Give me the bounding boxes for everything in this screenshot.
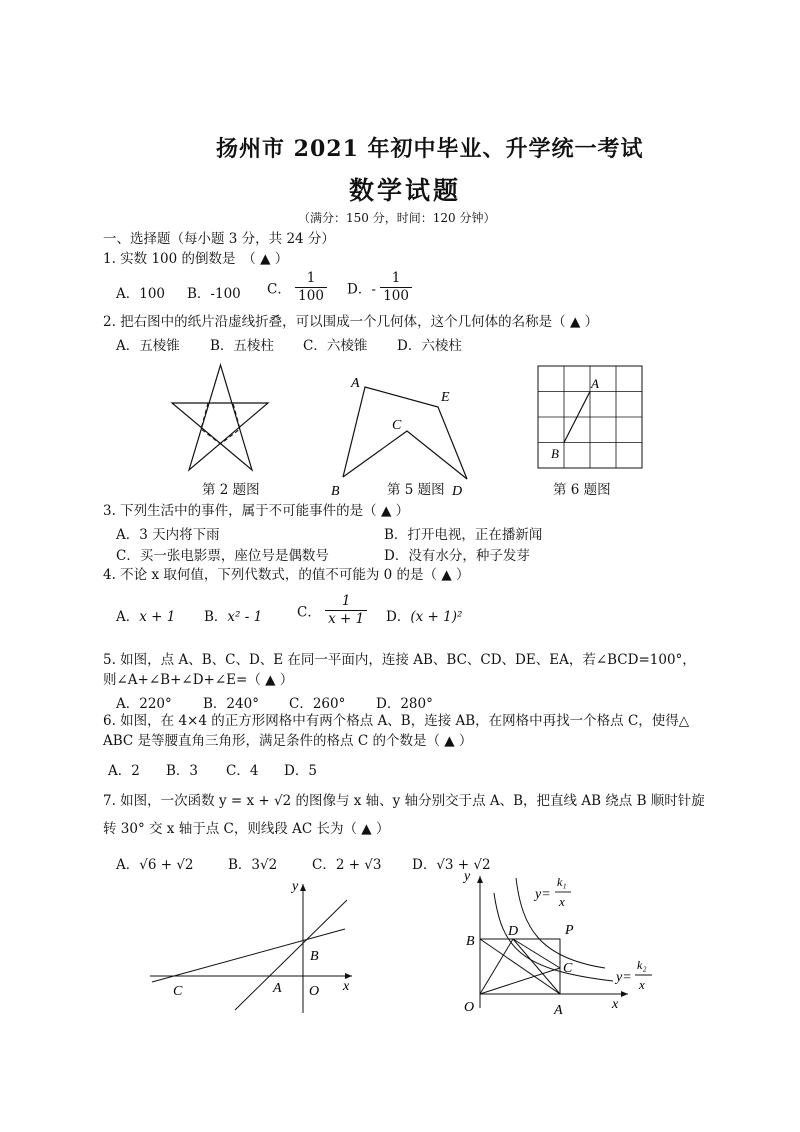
q5-line2: 则∠A+∠B+∠D+∠E=（ ▲ ） — [103, 672, 294, 688]
q5-option-c: C．260° — [289, 696, 346, 712]
f5-label-d: D — [452, 484, 463, 499]
q2-option-b: B．五棱柱 — [210, 338, 274, 354]
f8-label-x: x — [612, 997, 619, 1012]
q1-stem: 1. 实数 100 的倒数是 （ ▲ ） — [103, 251, 289, 267]
figure-8-hyperbola — [450, 868, 660, 1020]
f8-label-p: P — [565, 923, 574, 938]
q7-option-d: D．√3 + √2 — [412, 857, 491, 873]
q4-option-b — [204, 605, 262, 625]
q3-option-b: B．打开电视，正在播新闻 — [384, 527, 543, 543]
f6-label-b: B — [551, 446, 559, 461]
q6-option-b: B．3 — [166, 763, 199, 779]
q4-d-label: D． — [386, 609, 411, 625]
q5-option-d: D．280° — [376, 696, 433, 712]
q4-option-a — [116, 605, 175, 625]
q1-option-b: B．-100 — [187, 286, 241, 302]
f8-k1-lhs: y= — [535, 887, 551, 902]
f8-k1-num: k₁ — [557, 875, 567, 889]
q1-d-num: 1 — [380, 270, 412, 288]
q4-a-expr: x + 1 — [139, 609, 176, 625]
q1-option-d — [347, 270, 412, 305]
q1-c-den: 100 — [298, 288, 324, 304]
q4-option-d — [386, 605, 462, 625]
f8-k2-num: k₂ — [637, 958, 647, 972]
f5-label-e: E — [441, 390, 450, 405]
q4-d-expr: (x + 1)² — [410, 609, 463, 625]
f8-label-y: y — [464, 869, 471, 884]
f7-label-a: A — [273, 981, 282, 996]
q1-option-c — [267, 270, 327, 305]
figure-5-caption: 第 5 题图 — [387, 482, 445, 498]
q2-option-c: C．六棱锥 — [303, 338, 368, 354]
q5-option-a: A．220° — [116, 696, 172, 712]
q4-b-label: B． — [204, 609, 228, 625]
f5-label-c: C — [392, 418, 402, 433]
f7-label-y: y — [292, 879, 299, 894]
q1-option-a: A．100 — [116, 286, 166, 302]
q4-option-c — [297, 593, 367, 628]
q6-line2: ABC 是等腰直角三角形，满足条件的格点 C 的个数是（ ▲ ） — [103, 733, 473, 749]
figure-6-grid — [530, 362, 650, 472]
q2-stem: 2. 把右图中的纸片沿虚线折叠，可以围成一个几何体，这个几何体的名称是（ ▲ ） — [103, 314, 599, 330]
f8-label-c: C — [563, 961, 573, 976]
f7-label-b: B — [310, 949, 319, 964]
q5-line1: 5. 如图，点 A、B、C、D、E 在同一平面内，连接 AB、BC、CD、DE、EA，若∠BCD=100°， — [103, 652, 696, 668]
q4-stem: 4. 不论 x 取何值，下列代数式，的值不可能为 0 的是（ ▲ ） — [103, 567, 470, 583]
q7-option-a: A．√6 + √2 — [116, 857, 194, 873]
q5-option-b: B．240° — [203, 696, 259, 712]
q3-stem: 3. 下列生活中的事件，属于不可能事件的是（ ▲ ） — [103, 503, 410, 519]
q6-line1: 6. 如图，在 4×4 的正方形网格中有两个格点 A、B，连接 AB，在网格中再找一个格点 C，使得△ — [103, 713, 690, 729]
q4-a-label: A． — [116, 609, 140, 625]
q7-line1: 7. 如图，一次函数 y = x + √2 的图像与 x 轴、y 轴分别交于点 A、B，把直线 AB 绕点 B 顺时针旋 — [103, 793, 705, 809]
q3-option-d: D．没有水分，种子发芽 — [384, 548, 530, 564]
section-heading: 一、选择题（每小题 3 分，共 24 分） — [103, 231, 335, 247]
q7-option-c: C．2 + √3 — [312, 857, 382, 873]
f8-label-o: O — [464, 1000, 475, 1015]
exam-info: （满分：150 分，时间：120 分钟） — [298, 211, 496, 225]
q1-c-num: 1 — [295, 270, 327, 288]
q4-c-label: C． — [297, 604, 321, 621]
f8-label-a: A — [554, 1003, 563, 1018]
f8-k2-den: x — [639, 977, 645, 992]
f7-label-o: O — [309, 984, 320, 999]
figure-2-caption: 第 2 题图 — [202, 482, 260, 498]
q3-option-a: A．3 天内将下雨 — [116, 527, 220, 543]
q6-option-c: C．4 — [226, 763, 259, 779]
q3-option-c: C．买一张电影票，座位号是偶数号 — [116, 548, 329, 564]
q1-d-den: 100 — [383, 288, 409, 304]
q6-option-a: A．2 — [108, 763, 140, 779]
f7-label-x: x — [343, 979, 350, 994]
f8-label-d: D — [508, 924, 519, 939]
f5-label-b: B — [331, 484, 340, 499]
figure-2-star — [160, 355, 320, 480]
f7-label-c: C — [173, 984, 183, 999]
q4-c-den: x + 1 — [328, 611, 365, 627]
figure-7-line-graph — [140, 878, 360, 1018]
f6-label-a: A — [591, 376, 599, 391]
q6-option-d: D．5 — [284, 763, 317, 779]
q4-c-num: 1 — [325, 593, 367, 611]
q1-c-label: C． — [267, 281, 291, 298]
figure-6-caption: 第 6 题图 — [553, 482, 611, 498]
f5-label-a: A — [351, 376, 360, 391]
figure-5-pentagon — [325, 365, 475, 500]
q4-b-expr: x² - 1 — [227, 609, 263, 625]
q2-option-d: D．六棱柱 — [397, 338, 462, 354]
q1-d-label: D．- — [347, 281, 376, 298]
q2-option-a: A．五棱锥 — [116, 338, 180, 354]
subject-title: 数学试题 — [349, 176, 462, 205]
exam-title: 扬州市 2021 年初中毕业、升学统一考试 — [216, 136, 644, 162]
f8-label-b: B — [466, 934, 475, 949]
q7-line2: 转 30° 交 x 轴于点 C，则线段 AC 长为（ ▲ ） — [103, 821, 390, 837]
f8-k2-lhs: y= — [616, 970, 632, 985]
q7-option-b: B．3√2 — [228, 857, 278, 873]
f8-k1-den: x — [559, 894, 565, 909]
